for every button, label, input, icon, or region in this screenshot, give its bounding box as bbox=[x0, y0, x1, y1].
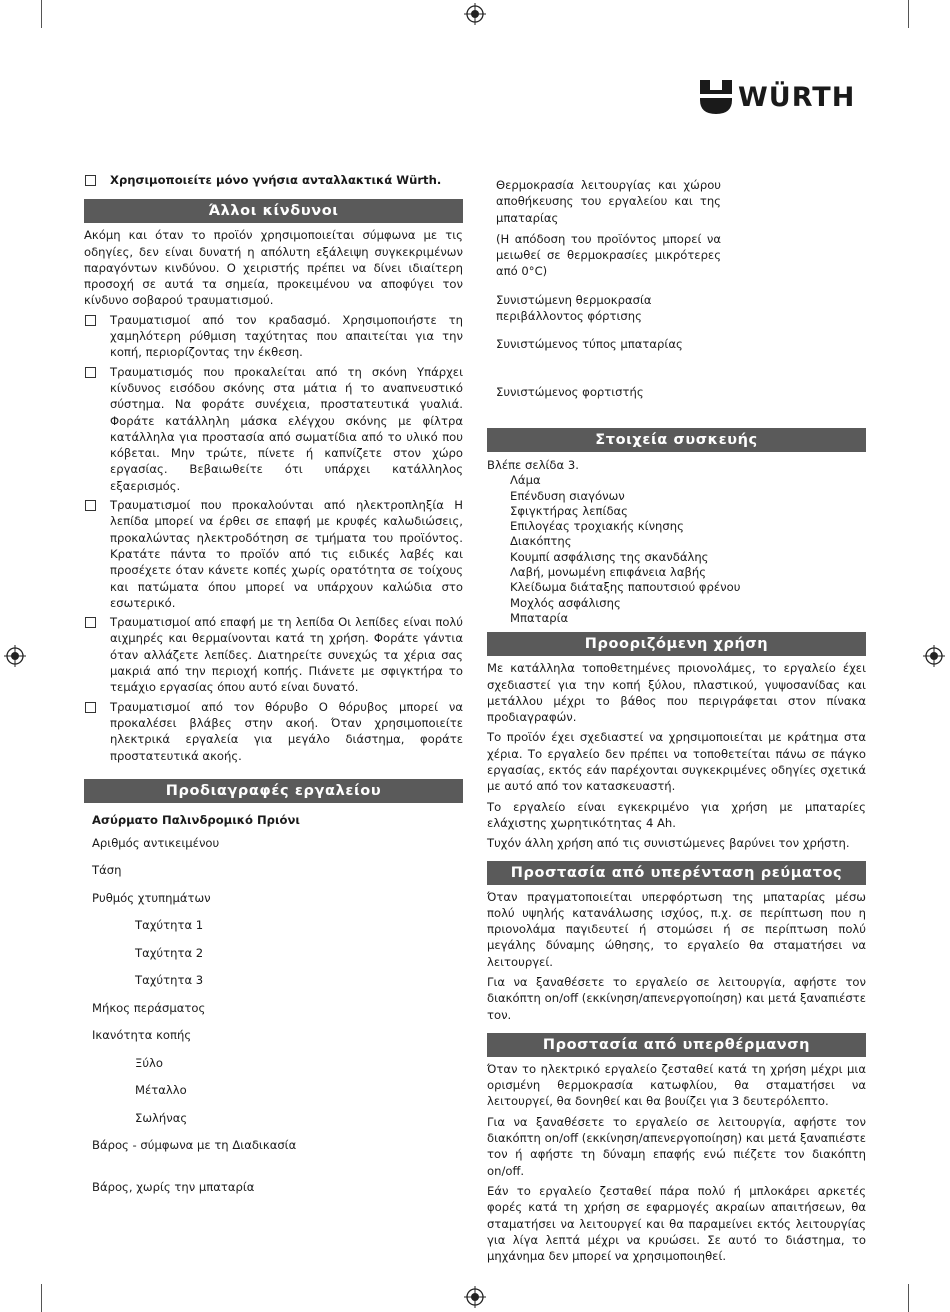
device-part-item: Μπαταρία bbox=[510, 610, 569, 625]
spec-operating-temp: Θερμοκρασία λειτουργίας και χώρου αποθήκευσης του εργαλείου και της μπαταρίας bbox=[496, 178, 721, 225]
overcurrent-text bbox=[487, 889, 866, 1023]
checkbox-icon bbox=[85, 367, 96, 378]
spec-charger: Συνιστώμενος φορτιστής bbox=[496, 384, 644, 399]
overheat-paragraph: Για να ξαναθέσετε το εργαλείο σε λειτουργία, αφήστε τον διακόπτη on/off (εκκίνηση/απενεργοποίηση) και μετά ξαναπιέστε τον ή αφήστε τη δύναμη επαφής ενώ πιέζετε τον διακόπτη on/off. bbox=[487, 1114, 866, 1178]
registration-mark-icon bbox=[464, 3, 486, 25]
spec-row: Αριθμός αντικειμένου bbox=[92, 835, 220, 850]
left-column bbox=[84, 172, 463, 1206]
intended-paragraph: Το εργαλείο είναι εγκεκριμένο για χρήση με μπαταρίες ελάχιστης χωρητικότητας 4 Ah. bbox=[487, 799, 866, 830]
crop-mark bbox=[41, 0, 42, 28]
specs-heading: Προδιαγραφές εργαλείου bbox=[84, 779, 463, 803]
spec-operating-temp-note: (Η απόδοση του προϊόντος μπορεί να μειωθεί σε θερμοκρασίες μικρότερες από 0°C) bbox=[496, 231, 721, 279]
right-column bbox=[487, 177, 866, 1264]
spec-row: Μήκος περάσματος bbox=[92, 1000, 206, 1015]
brand-logo bbox=[700, 80, 855, 114]
spec-product-title: Ασύρματο Παλινδρομικό Πριόνι bbox=[92, 812, 300, 827]
wurth-logo-icon bbox=[700, 80, 732, 114]
checkbox-icon bbox=[85, 702, 96, 713]
spec-battery-type: Συνιστώμενος τύπος μπαταρίας bbox=[496, 337, 683, 352]
intended-use-text bbox=[487, 660, 866, 851]
spec-row: Βάρος - σύμφωνα με τη Διαδικασία bbox=[92, 1138, 297, 1153]
spec-row: Μέταλλο bbox=[135, 1083, 187, 1098]
checkbox-icon bbox=[85, 617, 96, 628]
risk-item bbox=[84, 312, 463, 361]
spec-row: Ταχύτητα 1 bbox=[135, 918, 204, 933]
spec-row: Ρυθμός χτυπημάτων bbox=[92, 890, 211, 905]
spec-charge-temp: Συνιστώμενη θερμοκρασία περιβάλλοντος φόρτισης bbox=[496, 292, 652, 324]
device-heading: Στοιχεία συσκευής bbox=[487, 428, 866, 452]
device-part-item: Επιλογέας τροχιακής κίνησης bbox=[510, 519, 684, 534]
device-part-item: Επένδυση σιαγόνων bbox=[510, 488, 625, 503]
intended-use-heading: Προοριζόμενη χρήση bbox=[487, 632, 866, 656]
risk-item-text: Τραυματισμός που προκαλείται από τη σκόνη Υπάρχει κίνδυνος εισόδου σκόνης στα μάτια ή το αναπνευστικό σύστημα. Να φοράτε συνέχεια, προστατευτικά γυαλιά. Φοράτε κατάλληλη μάσκα ελέγχου σκόνης με φίλτρα κατάλληλα για προστασία από σωματίδια από το υλικό που κόβεται. Μην τρώτε, πίνετε ή καπνίζετε στον χώρο εργασίας. Βεβαιωθείτε ότι υπάρχει κατάλληλος εξαερισμός. bbox=[110, 364, 463, 493]
risk-item bbox=[84, 614, 463, 695]
risk-item-text: Τραυματισμοί από τον θόρυβο Ο θόρυβος μπορεί να προκαλέσει βλάβες στην ακοή. Όταν χρησιμοποιείτε ηλεκτρικά εργαλεία για μεγάλο διάστημα, φοράτε προστατευτικά ακοής. bbox=[110, 699, 463, 763]
other-risks-intro: Ακόμη και όταν το προϊόν χρησιμοποιείται σύμφωνα με τις οδηγίες, δεν είναι δυνατή η απόλυτη εξάλειψη συγκεκριμένων παραγόντων κινδύνου. Ο χειριστής πρέπει να δίνει ιδιαίτερη προσοχή σε αυτά τα σημεία, προκειμένου να αποφύγει τον κίνδυνο σοβαρού τραυματισμού. bbox=[84, 228, 463, 308]
checkbox-icon bbox=[85, 315, 96, 326]
device-part-item: Διακόπτης bbox=[510, 534, 572, 549]
risk-item bbox=[84, 364, 463, 494]
device-part-item: Σφιγκτήρας λεπίδας bbox=[510, 503, 628, 518]
overcurrent-paragraph: Για να ξαναθέσετε το εργαλείο σε λειτουργία, αφήστε τον διακόπτη on/off (εκκίνηση/απενεργοποίηση) και μετά ξαναπιέστε τον. bbox=[487, 974, 866, 1022]
spec-row: Βάρος, χωρίς την μπαταρία bbox=[92, 1179, 255, 1194]
overcurrent-paragraph: Όταν πραγματοποιείται υπερφόρτωση της μπαταρίας μέσω πολύ υψηλής κατανάλωσης ισχύος, π.χ. σε περίπτωση που η πριονολάμα παγιδευτεί ή στομώσει ή σε περίπτωση πολύ μεγάλης δύναμης ώθησης, το εργαλείο θα σταματήσει να λειτουργεί. bbox=[487, 889, 866, 969]
genuine-parts-note: Χρησιμοποιείτε μόνο γνήσια ανταλλακτικά Würth. bbox=[84, 172, 463, 188]
device-part-item: Λάμα bbox=[510, 473, 541, 488]
registration-mark-icon bbox=[4, 645, 26, 667]
risk-item-text: Τραυματισμοί που προκαλούνται από ηλεκτροπληξία Η λεπίδα μπορεί να έρθει σε επαφή με κρυφές καλωδιώσεις, προκαλώντας ηλεκτροδότηση σε τμήματα του προϊόντος. Κρατάτε πάντα το προϊόν από τις ειδικές λαβές και προσέχετε όταν κάνετε κοπές χωρίς ορατότητα σε τοίχους και πατώματα όπου μπορεί να υπάρχουν καλώδια στο εσωτερικό. bbox=[110, 498, 463, 610]
spec-row: Ικανότητα κοπής bbox=[92, 1028, 192, 1043]
spec-table bbox=[92, 835, 463, 1207]
device-see-page: Βλέπε σελίδα 3. bbox=[487, 457, 579, 472]
risk-item-text: Τραυματισμοί από επαφή με τη λεπίδα Οι λεπίδες είναι πολύ αιχμηρές και θερμαίνονται κατά τη χρήση. Φοράτε γάντια όταν αλλάζετε λεπίδες. Διατηρείτε συνεχώς τα χέρια σας μακριά από την περιοχή κοπής. Πιάνετε με σφιγκτήρα το τεμάχιο εργασίας όπου αυτό είναι δυνατό. bbox=[110, 615, 463, 695]
overheat-text bbox=[487, 1061, 866, 1265]
other-risks-heading: Άλλοι κίνδυνοι bbox=[84, 199, 463, 223]
risk-item bbox=[84, 497, 463, 611]
device-part-item: Κουμπί ασφάλισης της σκανδάλης bbox=[510, 549, 709, 564]
crop-mark bbox=[908, 1284, 909, 1312]
overheat-heading: Προστασία από υπερθέρμανση bbox=[487, 1033, 866, 1057]
risk-item bbox=[84, 699, 463, 764]
checkbox-icon bbox=[85, 500, 96, 511]
intended-paragraph: Το προϊόν έχει σχεδιαστεί να χρησιμοποιείται με κράτημα στα χέρια. Το εργαλείο δεν πρέπει να τοποθετείται πάνω σε πάγκο εργασίας, εκτός εάν παρέχονται συγκεκριμένες οδηγίες σχετικά με αυτό από τον κατασκευαστή. bbox=[487, 730, 866, 794]
overcurrent-heading: Προστασία από υπερένταση ρεύματος bbox=[487, 861, 866, 885]
registration-mark-icon bbox=[464, 1286, 486, 1308]
registration-mark-icon bbox=[923, 645, 945, 667]
intended-paragraph: Τυχόν άλλη χρήση από τις συνιστώμενες βαρύνει τον χρήστη. bbox=[487, 836, 850, 851]
spec-row: Ταχύτητα 3 bbox=[135, 973, 204, 988]
overheat-paragraph: Όταν το ηλεκτρικό εργαλείο ζεσταθεί κατά τη χρήση μέχρι μια ορισμένη θερμοκρασία κατωφλίου, θα σταματήσει να λειτουργεί, θα δονηθεί και θα βουίζει για 3 δευτερόλεπτο. bbox=[487, 1061, 866, 1109]
spec-row: Σωλήνας bbox=[135, 1110, 188, 1125]
device-part-item: Λαβή, μονωμένη επιφάνεια λαβής bbox=[510, 565, 707, 580]
crop-mark bbox=[908, 0, 909, 28]
spec-row: Ξύλο bbox=[135, 1055, 163, 1070]
crop-mark bbox=[41, 1284, 42, 1312]
brand-name: WÜRTH bbox=[738, 81, 856, 113]
spec-row: Ταχύτητα 2 bbox=[135, 945, 204, 960]
spec-continuation bbox=[487, 177, 721, 400]
overheat-paragraph: Εάν το εργαλείο ζεσταθεί πάρα πολύ ή μπλοκάρει αρκετές φορές κατά τη χρήση σε εφαρμογές ακραίων απαιτήσεων, θα σταματήσει να λειτουργεί και θα παραμείνει εκτός λειτουργίας για λίγα λεπτά μέχρι να κρυώσει. Σε αυτό το διάστημα, το μηχάνημα δεν μπορεί να χρησιμοποιηθεί. bbox=[487, 1183, 866, 1264]
spec-row: Τάση bbox=[92, 863, 122, 878]
device-part-item: Μοχλός ασφάλισης bbox=[510, 595, 621, 610]
checkbox-icon bbox=[85, 175, 96, 186]
risk-item-text: Τραυματισμοί από τον κραδασμό. Χρησιμοποιήστε τη χαμηλότερη ρύθμιση ταχύτητας που απαιτείται για την κοπή, περιορίζοντας την έκθεση. bbox=[110, 312, 463, 360]
device-parts-list bbox=[487, 473, 866, 626]
device-part-item: Κλείδωμα διάταξης παπουτσιού φρένου bbox=[510, 580, 741, 595]
intended-paragraph: Με κατάλληλα τοποθετημένες πριονολάμες, το εργαλείο έχει σχεδιαστεί για την κοπή ξύλου, πλαστικού, γυψοσανίδας και μετάλλου μέχρι το βάθος που περιγράφεται στον πίνακα προδιαγραφών. bbox=[487, 661, 866, 725]
risk-list bbox=[84, 312, 463, 764]
